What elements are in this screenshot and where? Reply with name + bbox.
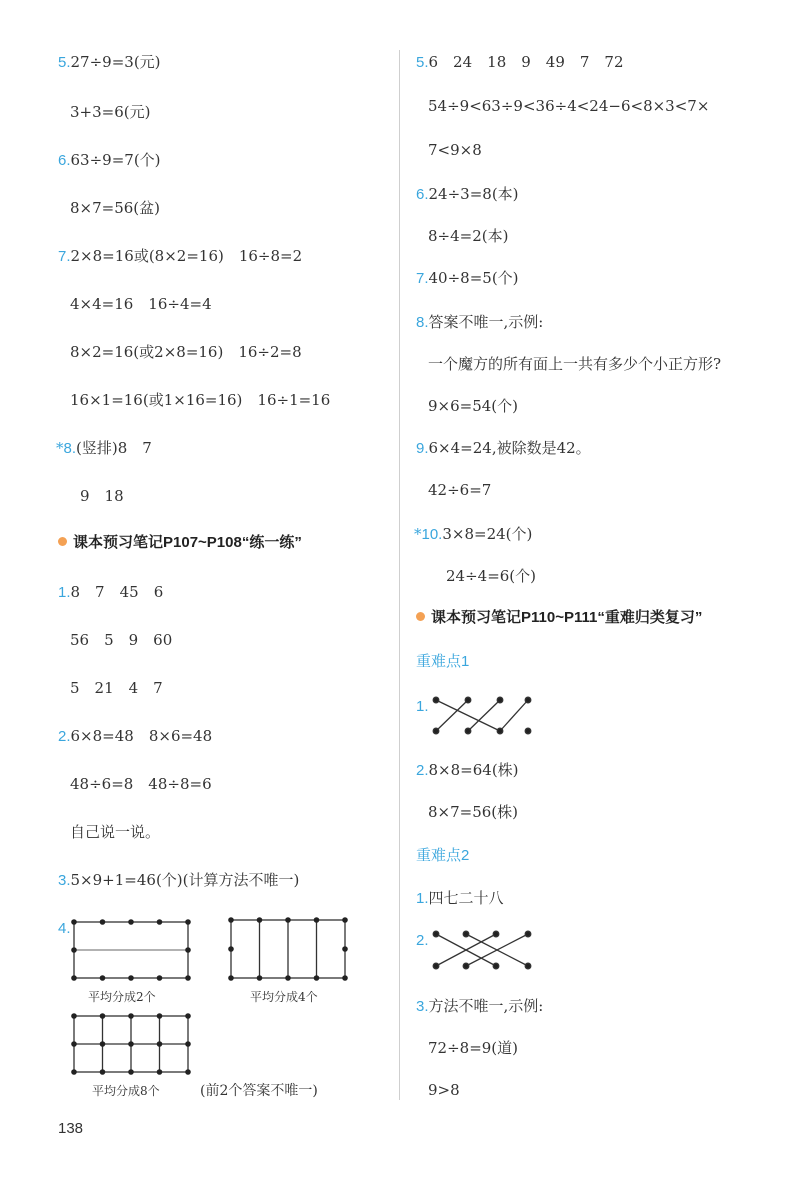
matching-figure-2 <box>433 931 531 969</box>
match-dot <box>497 697 503 703</box>
grid-dot <box>285 917 291 923</box>
grid-dot <box>228 975 234 981</box>
grid-dot <box>100 975 106 981</box>
answer-text: 2×8=16或(8×2=16) 16÷8=2 <box>70 247 303 265</box>
left-p1-line3: 5 21 4 7 <box>70 679 163 697</box>
match-line <box>436 700 500 731</box>
grid-dot <box>100 1013 106 1019</box>
question-number: 6. <box>416 186 429 203</box>
grid-dot <box>314 975 320 981</box>
question-number: 1. <box>58 584 71 601</box>
match-line <box>468 700 500 731</box>
match-dot <box>463 963 469 969</box>
right-k2-line4: 72÷8=9(道) <box>428 1039 519 1057</box>
answer-text: 27÷9=3(元) <box>70 53 161 71</box>
right-k2-line5: 9>8 <box>428 1081 460 1099</box>
left-q7-line3: 8×2=16(或2×8=16) 16÷2=8 <box>70 343 302 361</box>
challenge-star: * <box>56 439 64 457</box>
grid-dot <box>228 917 234 923</box>
grid-dot <box>100 1041 106 1047</box>
key-point-2-heading: 重难点2 <box>416 847 470 864</box>
answer-text: 8 7 45 6 <box>70 583 164 601</box>
right-q8-line3: 9×6=54(个) <box>428 397 519 415</box>
match-dot <box>497 728 503 734</box>
question-number: 8. <box>416 314 429 331</box>
challenge-star: * <box>414 525 422 543</box>
left-p1-line2: 56 5 9 60 <box>70 631 173 649</box>
right-k2-line1 <box>416 888 504 909</box>
section-title: 课本预习笔记P110~P111“重难归类复习” <box>431 609 703 626</box>
bullet-dot-icon <box>416 612 425 621</box>
grid-dot <box>71 1069 77 1075</box>
answer-text: 6×8=48 8×6=48 <box>70 727 213 745</box>
match-dot <box>433 728 439 734</box>
grid-dot <box>228 946 234 952</box>
question-number: 7. <box>58 248 71 265</box>
grid-dot <box>185 1069 191 1075</box>
rectangle-halves-figure <box>74 922 188 978</box>
section-title: 课本预习笔记P107~P108“练一练” <box>73 534 302 551</box>
answer-text: (竖排)8 7 <box>76 439 152 457</box>
grid-dot <box>285 975 291 981</box>
matching-figure-1 <box>433 697 531 734</box>
grid-dot <box>157 1069 163 1075</box>
answer-text: 6 24 18 9 49 7 72 <box>428 53 624 71</box>
key-point-1-heading: 重难点1 <box>416 653 470 670</box>
match-dot <box>433 697 439 703</box>
match-dot <box>433 963 439 969</box>
grid-dot <box>185 975 191 981</box>
grid-dot <box>185 919 191 925</box>
left-p2-line3: 自己说一说。 <box>70 823 161 841</box>
grid-dot <box>71 975 77 981</box>
question-number: 3. <box>416 998 429 1015</box>
answer-text: 5×9+1=46(个)(计算方法不唯一) <box>70 871 300 889</box>
answer-text: 3×8=24(个) <box>442 525 533 543</box>
match-dot <box>525 963 531 969</box>
left-q7-line2: 4×4=16 16÷4=4 <box>70 295 212 313</box>
right-q5-line1 <box>416 52 624 73</box>
match-dot <box>525 931 531 937</box>
figure-caption: 平均分成8个 <box>92 1084 160 1098</box>
right-q6-line2: 8÷4=2(本) <box>428 227 509 245</box>
right-q5-line2: 54÷9<63÷9<36÷4<24−6<8×3<7× <box>428 97 710 115</box>
grid-dot <box>100 919 106 925</box>
question-number: 3. <box>58 872 71 889</box>
grid-dot <box>100 1069 106 1075</box>
question-number: 5. <box>416 54 429 71</box>
grid-dot <box>342 917 348 923</box>
grid-dot <box>257 917 263 923</box>
left-q6-line2: 8×7=56(盆) <box>70 199 161 217</box>
grid-dot <box>128 919 134 925</box>
grid-dot <box>342 975 348 981</box>
match-dot <box>463 931 469 937</box>
question-number: 6. <box>58 152 71 169</box>
right-q8-line1 <box>416 312 543 333</box>
question-number: 2. <box>416 932 429 949</box>
answer-text: 四七二十八 <box>428 889 504 907</box>
grid-dot <box>128 1041 134 1047</box>
grid-dot <box>71 919 77 925</box>
grid-dot <box>128 1069 134 1075</box>
rectangle-quarters-figure <box>231 920 345 978</box>
grid-dot <box>342 946 348 952</box>
right-k1-line2b: 8×7=56(株) <box>428 803 519 821</box>
match-dot <box>493 963 499 969</box>
match-dot <box>465 728 471 734</box>
match-dot <box>465 697 471 703</box>
grid-dot <box>71 1013 77 1019</box>
left-q7-line4: 16×1=16(或1×16=16) 16÷1=16 <box>70 391 331 409</box>
match-line <box>436 700 468 731</box>
grid-dot <box>257 975 263 981</box>
right-k2-number2 <box>416 930 429 951</box>
answer-text: 6×4=24,被除数是42。 <box>428 439 591 457</box>
question-number: 2. <box>58 728 71 745</box>
right-q7-line1 <box>416 268 519 289</box>
grid-dot <box>157 975 163 981</box>
match-dot <box>525 697 531 703</box>
left-q8-line2: 9 18 <box>80 487 124 505</box>
answer-text: 63÷9=7(个) <box>70 151 161 169</box>
grid-dot <box>185 1041 191 1047</box>
left-p2-line2: 48÷6=8 48÷8=6 <box>70 775 212 793</box>
answer-text: 40÷8=5(个) <box>428 269 519 287</box>
figure-note: (前2个答案不唯一) <box>200 1083 318 1099</box>
match-dot <box>525 728 531 734</box>
question-number: 4. <box>58 920 71 937</box>
question-number: 7. <box>416 270 429 287</box>
answer-text: 答案不唯一,示例: <box>428 313 544 331</box>
figure-caption: 平均分成4个 <box>250 990 318 1004</box>
grid-dot <box>185 1013 191 1019</box>
right-k1-number1 <box>416 696 429 717</box>
question-number: 2. <box>416 762 429 779</box>
question-number: 5. <box>58 54 71 71</box>
grid-dot <box>71 947 77 953</box>
grid-dot <box>71 1041 77 1047</box>
grid-dot <box>157 1041 163 1047</box>
question-number: 10. <box>421 526 443 543</box>
right-q9-line1 <box>416 438 591 459</box>
answer-text: 方法不唯一,示例: <box>428 997 544 1015</box>
page-number: 138 <box>58 1120 84 1137</box>
right-q6-line1 <box>416 184 519 205</box>
grid-dot <box>128 975 134 981</box>
right-k2-line3 <box>416 996 543 1017</box>
left-q5-line2: 3+3=6(元) <box>70 103 151 121</box>
right-q10-line1 <box>414 524 532 545</box>
question-number: 8. <box>63 440 77 457</box>
section-header-2 <box>416 608 702 628</box>
grid-dot <box>157 919 163 925</box>
match-line <box>500 700 528 731</box>
answer-text: 24÷3=8(本) <box>428 185 519 203</box>
question-number: 9. <box>416 440 429 457</box>
grid-dot <box>185 947 191 953</box>
right-k1-line2a <box>416 760 519 781</box>
match-dot <box>433 931 439 937</box>
right-q10-line2: 24÷4=6(个) <box>446 567 537 585</box>
right-q9-line2: 42÷6=7 <box>428 481 492 499</box>
grid-dot <box>128 1013 134 1019</box>
figure-caption: 平均分成2个 <box>88 990 156 1004</box>
match-dot <box>493 931 499 937</box>
grid-dot <box>157 1013 163 1019</box>
right-q5-line3: 7<9×8 <box>428 141 482 159</box>
right-q8-line2: 一个魔方的所有面上一共有多少个小正方形? <box>428 355 722 373</box>
answer-text: 8×8=64(株) <box>428 761 519 779</box>
question-number: 1. <box>416 890 429 907</box>
question-number: 1. <box>416 698 429 715</box>
grid-dot <box>314 917 320 923</box>
